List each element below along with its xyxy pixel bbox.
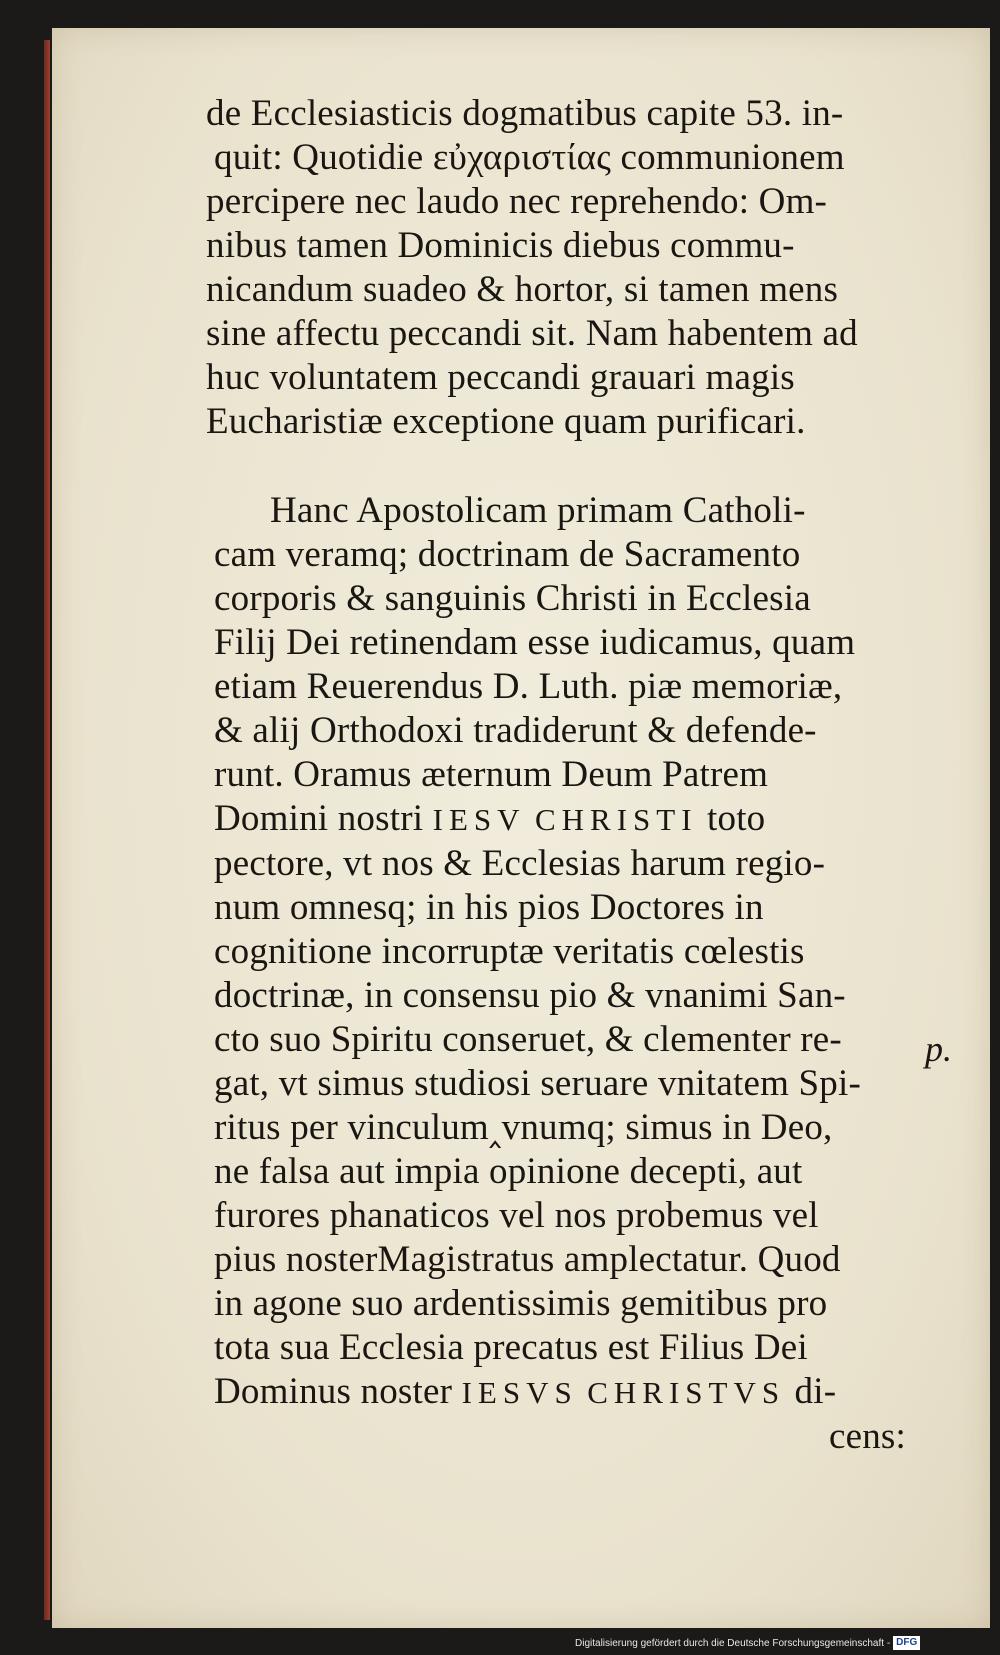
binding-edge	[44, 40, 50, 1620]
text-line	[206, 1370, 906, 1415]
text-line: ritus per vinculum‸vnumq; simus in Deo,	[214, 1107, 833, 1148]
small-caps-run: IESVS	[461, 1375, 578, 1410]
small-caps-run: IESV	[432, 802, 526, 837]
text-line: Filij Dei retinendam esse iudicamus, quam	[214, 622, 856, 663]
small-caps-run: CHRISTVS	[587, 1375, 786, 1410]
text-line: cto suo Spiritu conseruet, & clementer re-	[214, 1019, 842, 1060]
text-line: in agone suo ardentissimis gemitibus pro	[214, 1283, 828, 1324]
catchword: cens:	[828, 1416, 906, 1457]
text-line: & alij Orthodoxi tradiderunt & defende-	[214, 710, 817, 751]
text-line: etiam Reuerendus D. Luth. piæ memoriæ,	[214, 666, 843, 707]
text-line: Hanc Apostolicam primam Catholi-	[270, 490, 806, 531]
text-line: nibus tamen Dominicis diebus commu-	[206, 225, 795, 266]
text-line: cam veramq; doctrinam de Sacramento	[214, 534, 801, 575]
footer-text: Digitalisierung gefördert durch die Deutsche Forschungsgemeinschaft -	[575, 1638, 891, 1649]
text-line: sine affectu peccandi sit. Nam habentem ad	[206, 313, 858, 354]
text-line: runt. Oramus æternum Deum Patrem	[214, 754, 769, 795]
text-line: de Ecclesiasticis dogmatibus capite 53. in-	[206, 93, 844, 134]
text-line: Eucharistiæ exceptione quam purificari.	[206, 401, 806, 442]
text-line: pectore, vt nos & Ecclesias harum regio-	[214, 843, 826, 884]
text-line: percipere nec laudo nec reprehendo: Om-	[206, 181, 828, 222]
text-line: nicandum suadeo & hortor, si tamen mens	[206, 269, 839, 310]
text-line: gat, vt simus studiosi seruare vnitatem Spi-	[214, 1063, 861, 1104]
paragraph-1	[206, 92, 906, 444]
margin-annotation: p.	[925, 1029, 952, 1069]
text-line: tota sua Ecclesia precatus est Filius Dei	[214, 1327, 808, 1368]
text-line	[206, 797, 906, 842]
text-run: di-	[785, 1371, 837, 1412]
text-line: furores phanaticos vel nos probemus vel	[214, 1195, 819, 1236]
text-line: corporis & sanguinis Christi in Ecclesia	[214, 578, 811, 619]
text-line: ne falsa aut impia opinione decepti, aut	[214, 1151, 803, 1192]
small-caps-run: CHRISTI	[534, 802, 698, 837]
digitization-footer	[575, 1635, 920, 1653]
text-run: Domini nostri	[214, 798, 433, 839]
text-line: huc voluntatem peccandi grauari magis	[206, 357, 795, 398]
text-line: pius nosterMagistratus amplectatur. Quod	[214, 1239, 841, 1280]
text-run: Dominus noster	[214, 1371, 462, 1412]
paragraph-2	[206, 489, 906, 842]
text-line: cognitione incorruptæ veritatis cœlestis	[214, 931, 805, 972]
text-line: quit: Quotidie εὐχαριστίας communionem	[214, 137, 845, 178]
text-block	[206, 92, 906, 1459]
text-line: num omnesq; in his pios Doctores in	[214, 887, 764, 928]
dfg-logo: DFG	[893, 1636, 920, 1650]
text-run: toto	[697, 798, 766, 839]
paragraph-3	[206, 842, 906, 1459]
text-line: doctrinæ, in consensu pio & vnanimi San-	[214, 975, 846, 1016]
